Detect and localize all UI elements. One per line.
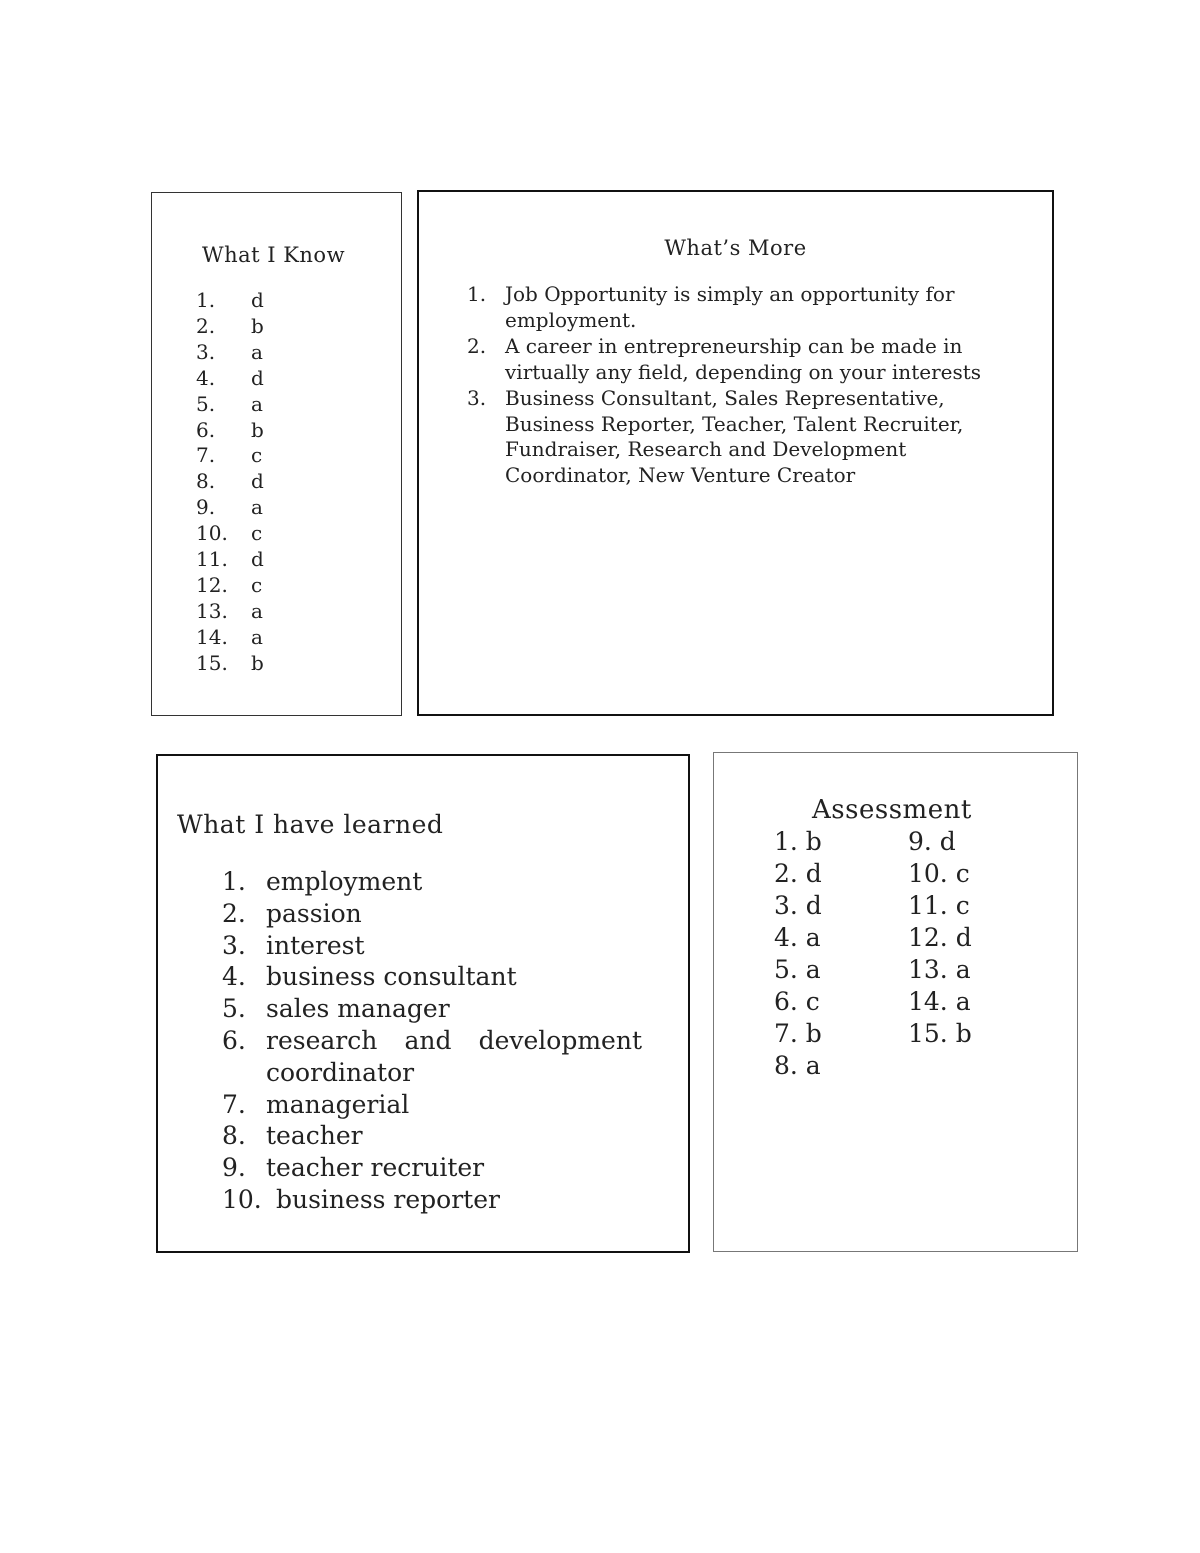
item-number: 3. <box>222 930 246 960</box>
item-number: 13. <box>196 598 228 623</box>
item-text: teacher recruiter <box>266 1153 485 1183</box>
item-number: 10. <box>222 1184 262 1214</box>
what-i-know-list <box>196 288 264 677</box>
list-item <box>467 334 1027 386</box>
list-item <box>196 495 264 521</box>
item-answer: b <box>251 417 264 442</box>
list-item <box>467 386 1027 490</box>
item-number: 5. <box>196 391 216 416</box>
list-item <box>222 1152 642 1184</box>
what-i-have-learned-box <box>156 754 690 1253</box>
item-answer: b <box>251 650 264 675</box>
item-number: 4. <box>196 365 216 390</box>
item-number: 10. <box>196 521 228 546</box>
item-number: 12. <box>196 572 228 597</box>
list-item: 4. a <box>774 923 821 952</box>
whats-more-title: What’s More <box>664 236 807 260</box>
item-answer: a <box>251 495 263 520</box>
item-number: 6. <box>196 417 216 442</box>
list-item: 5. a <box>774 955 821 984</box>
list-item <box>196 288 264 314</box>
list-item <box>196 521 264 547</box>
list-item: 11. c <box>908 891 970 920</box>
list-item <box>222 866 642 898</box>
item-answer: a <box>251 339 263 364</box>
list-item: 1. b <box>774 827 822 856</box>
assessment-column-left <box>774 826 822 1082</box>
item-number: 8. <box>222 1121 246 1151</box>
list-item <box>222 1025 642 1089</box>
item-text: sales manager <box>266 994 450 1024</box>
item-number: 5. <box>222 994 246 1024</box>
list-item: 8. a <box>774 1051 821 1080</box>
list-item: 12. d <box>908 923 972 952</box>
list-item <box>467 282 1027 334</box>
item-number: 15. <box>196 650 228 675</box>
assessment-box <box>713 752 1078 1252</box>
item-text: research and development coordinator <box>266 1025 642 1087</box>
what-i-have-learned-list <box>222 866 642 1216</box>
list-item: 3. d <box>774 891 822 920</box>
list-item <box>222 1184 642 1216</box>
list-item <box>196 625 264 651</box>
item-number: 7. <box>222 1089 246 1119</box>
list-item <box>196 469 264 495</box>
item-number: 2. <box>196 313 216 338</box>
item-text: passion <box>266 898 362 928</box>
item-text: interest <box>266 930 365 960</box>
item-answer: d <box>251 547 264 572</box>
item-number: 9. <box>222 1153 246 1183</box>
list-item: 9. d <box>908 827 956 856</box>
item-number: 2. <box>467 333 487 358</box>
item-number: 6. <box>222 1025 246 1055</box>
item-answer: c <box>251 443 263 468</box>
whats-more-list <box>467 282 1027 489</box>
item-number: 8. <box>196 469 216 494</box>
list-item <box>196 392 264 418</box>
item-text: A career in entrepreneurship can be made in virtually any field, depending on your interests <box>505 333 982 384</box>
item-text: teacher <box>266 1121 363 1151</box>
item-text: managerial <box>266 1089 410 1119</box>
list-item: 13. a <box>908 955 971 984</box>
item-number: 3. <box>196 339 216 364</box>
item-number: 3. <box>467 385 487 410</box>
list-item: 15. b <box>908 1019 972 1048</box>
item-answer: a <box>251 598 263 623</box>
item-text: business reporter <box>276 1184 500 1214</box>
list-item <box>222 961 642 993</box>
list-item <box>222 898 642 930</box>
item-answer: d <box>251 469 264 494</box>
item-answer: d <box>251 288 264 312</box>
item-text: Job Opportunity is simply an opportunity for employment. <box>505 282 955 332</box>
what-i-know-title: What I Know <box>202 243 346 267</box>
item-number: 1. <box>467 282 487 306</box>
list-item: 14. a <box>908 987 971 1016</box>
list-item <box>196 314 264 340</box>
assessment-title: Assessment <box>812 795 972 825</box>
item-text: Business Consultant, Sales Representative, Business Reporter, Teacher, Talent Recruiter, Fundraiser, Research and Development Coordinator, New Venture Creator <box>505 385 964 488</box>
item-number: 11. <box>196 547 228 572</box>
item-answer: d <box>251 365 264 390</box>
item-answer: b <box>251 313 264 338</box>
item-answer: a <box>251 391 263 416</box>
list-item: 6. c <box>774 987 820 1016</box>
list-item: 7. b <box>774 1019 822 1048</box>
item-number: 2. <box>222 898 246 928</box>
whats-more-box <box>417 190 1054 716</box>
item-text: business consultant <box>266 962 517 992</box>
item-number: 14. <box>196 624 228 649</box>
list-item <box>222 993 642 1025</box>
list-item <box>196 340 264 366</box>
list-item: 2. d <box>774 859 822 888</box>
item-answer: a <box>251 624 263 649</box>
item-number: 9. <box>196 495 216 520</box>
item-number: 1. <box>222 867 246 896</box>
item-number: 1. <box>196 288 216 312</box>
item-number: 7. <box>196 443 216 468</box>
list-item <box>222 930 642 962</box>
list-item <box>196 651 264 677</box>
list-item <box>196 547 264 573</box>
list-item <box>222 1120 642 1152</box>
what-i-have-learned-title: What I have learned <box>177 810 444 839</box>
list-item <box>196 599 264 625</box>
item-number: 4. <box>222 962 246 992</box>
list-item <box>196 418 264 444</box>
what-i-know-box <box>151 192 402 716</box>
assessment-column-right <box>908 826 972 1050</box>
list-item <box>196 366 264 392</box>
list-item <box>196 573 264 599</box>
item-answer: c <box>251 572 263 597</box>
item-answer: c <box>251 521 263 546</box>
item-text: employment <box>266 867 423 896</box>
list-item: 10. c <box>908 859 970 888</box>
list-item <box>196 443 264 469</box>
list-item <box>222 1089 642 1121</box>
